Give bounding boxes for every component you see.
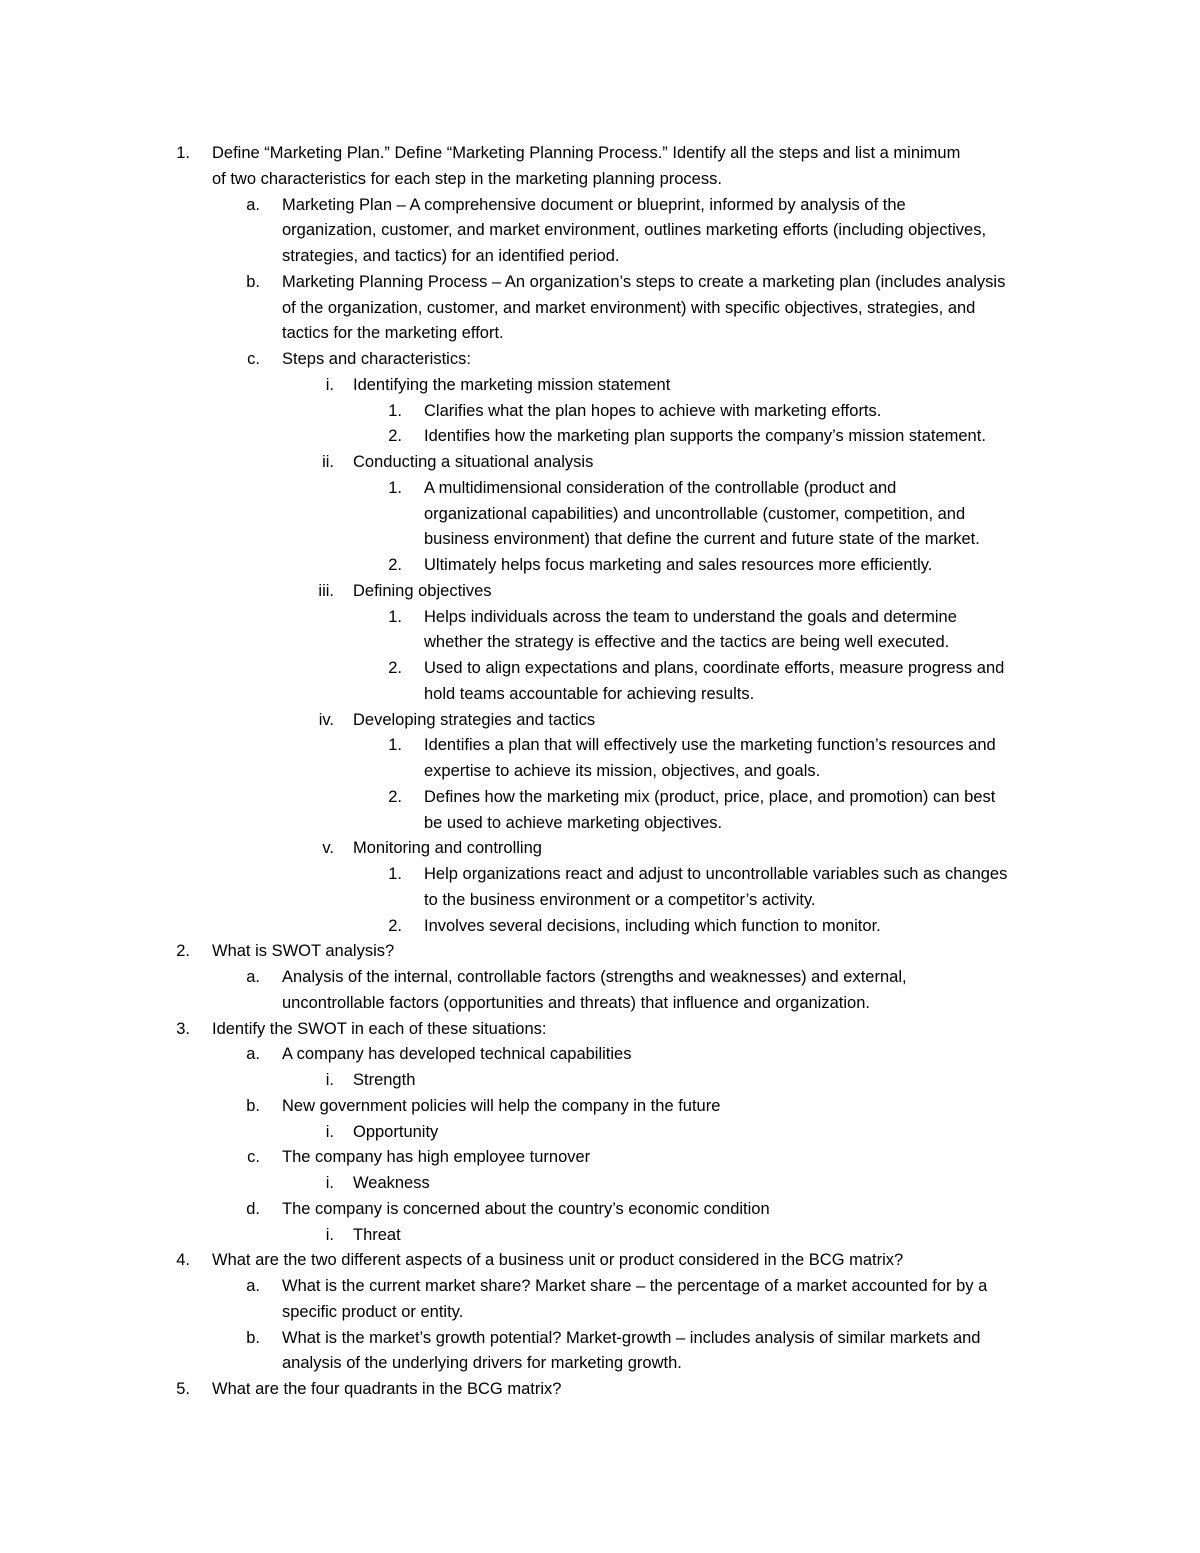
item-marker: v. bbox=[322, 839, 334, 858]
outline-item bbox=[0, 837, 1200, 859]
outline-item bbox=[0, 606, 1200, 628]
item-marker: a. bbox=[246, 195, 260, 214]
item-text: Involves several decisions, including which function to monitor. bbox=[424, 916, 881, 935]
item-marker: i. bbox=[325, 1225, 334, 1244]
outline-item bbox=[0, 1275, 1200, 1297]
item-text: Clarifies what the plan hopes to achieve with marketing efforts. bbox=[424, 401, 882, 420]
outline-item bbox=[0, 194, 1200, 216]
item-text: whether the strategy is effective and the tactics are being well executed. bbox=[424, 633, 950, 652]
item-text: analysis of the underlying drivers for marketing growth. bbox=[282, 1354, 682, 1373]
outline-item bbox=[0, 1069, 1200, 1091]
outline-item bbox=[0, 374, 1200, 396]
item-marker: i. bbox=[325, 375, 334, 394]
outline-item bbox=[0, 1121, 1200, 1143]
item-marker: 4. bbox=[176, 1251, 190, 1270]
outline-item bbox=[0, 1146, 1200, 1168]
item-text: expertise to achieve its mission, objectives, and goals. bbox=[424, 762, 821, 780]
item-text: Ultimately helps focus marketing and sales resources more efficiently. bbox=[424, 556, 933, 574]
item-text: Weakness bbox=[353, 1174, 430, 1192]
item-marker: 3. bbox=[176, 1019, 190, 1038]
item-text: What is the current market share? Market share – the percentage of a market accounted for by a bbox=[282, 1277, 988, 1295]
outline-item bbox=[0, 966, 1200, 988]
item-marker: a. bbox=[246, 1277, 260, 1295]
outline-item bbox=[0, 709, 1200, 731]
item-marker: 2. bbox=[388, 916, 402, 935]
outline-continuation-line bbox=[0, 168, 1200, 190]
item-text: What is SWOT analysis? bbox=[212, 942, 395, 961]
item-marker: a. bbox=[246, 968, 260, 986]
outline-item bbox=[0, 1172, 1200, 1194]
outline-item bbox=[0, 1378, 1200, 1400]
item-text: organizational capabilities) and uncontrollable (customer, competition, and bbox=[424, 504, 966, 523]
item-text: Conducting a situational analysis bbox=[353, 453, 594, 471]
outline-continuation-line bbox=[0, 1352, 1200, 1374]
item-marker: 2. bbox=[388, 659, 402, 677]
outline-item bbox=[0, 940, 1200, 962]
item-text: tactics for the marketing effort. bbox=[282, 324, 504, 343]
item-marker: b. bbox=[246, 1328, 260, 1347]
item-marker: 1. bbox=[388, 401, 402, 420]
item-text: What are the four quadrants in the BCG matrix? bbox=[212, 1380, 562, 1398]
outline-item bbox=[0, 1249, 1200, 1271]
item-text: organization, customer, and market environment, outlines marketing efforts (including objectives, bbox=[282, 221, 987, 240]
outline-continuation-line bbox=[0, 322, 1200, 344]
item-text: of two characteristics for each step in the marketing planning process. bbox=[212, 169, 722, 188]
item-text: Steps and characteristics: bbox=[282, 350, 471, 368]
outline-continuation-line bbox=[0, 297, 1200, 319]
item-marker: b. bbox=[246, 1096, 260, 1115]
outline-continuation-line bbox=[0, 219, 1200, 241]
outline-item bbox=[0, 425, 1200, 447]
item-text: specific product or entity. bbox=[282, 1302, 464, 1321]
outline-continuation-line bbox=[0, 889, 1200, 911]
outline-item bbox=[0, 1095, 1200, 1117]
item-text: Used to align expectations and plans, coordinate efforts, measure progress and bbox=[424, 659, 1005, 677]
outline-item bbox=[0, 142, 1200, 164]
item-text: of the organization, customer, and market environment) with specific objectives, strategies, and bbox=[282, 298, 976, 317]
outline-item bbox=[0, 580, 1200, 602]
item-marker: 1. bbox=[388, 865, 402, 883]
item-marker: 5. bbox=[176, 1380, 190, 1398]
item-text: A multidimensional consideration of the controllable (product and bbox=[424, 478, 897, 497]
outline-item bbox=[0, 1018, 1200, 1040]
item-marker: iii. bbox=[318, 581, 334, 600]
item-text: Helps individuals across the team to understand the goals and determine bbox=[424, 607, 957, 626]
item-text: Monitoring and controlling bbox=[353, 839, 542, 858]
outline-continuation-line bbox=[0, 503, 1200, 525]
item-marker: d. bbox=[246, 1199, 260, 1218]
outline-item bbox=[0, 271, 1200, 293]
item-marker: ii. bbox=[322, 453, 334, 471]
item-text: Defining objectives bbox=[353, 581, 492, 600]
item-text: A company has developed technical capabilities bbox=[282, 1045, 632, 1064]
item-marker: i. bbox=[325, 1122, 334, 1141]
item-marker: c. bbox=[247, 350, 260, 368]
item-text: hold teams accountable for achieving results. bbox=[424, 684, 755, 703]
outline-item bbox=[0, 1224, 1200, 1246]
item-text: Marketing Planning Process – An organization’s steps to create a marketing plan (includes analysis bbox=[282, 272, 1006, 291]
item-marker: i. bbox=[325, 1174, 334, 1192]
item-marker: 1. bbox=[388, 478, 402, 497]
item-marker: 2. bbox=[388, 787, 402, 806]
outline-item bbox=[0, 1198, 1200, 1220]
item-text: The company is concerned about the country’s economic condition bbox=[282, 1199, 770, 1218]
outline-item bbox=[0, 863, 1200, 885]
item-marker: b. bbox=[246, 272, 260, 291]
outline-item bbox=[0, 477, 1200, 499]
outline-continuation-line bbox=[0, 245, 1200, 267]
outline-item bbox=[0, 786, 1200, 808]
outline-item bbox=[0, 1043, 1200, 1065]
item-text: Threat bbox=[353, 1225, 401, 1244]
item-text: Analysis of the internal, controllable factors (strengths and weaknesses) and external, bbox=[282, 968, 907, 986]
item-text: Identifies a plan that will effectively use the marketing function’s resources and bbox=[424, 736, 996, 755]
outline-item bbox=[0, 554, 1200, 576]
item-marker: 2. bbox=[176, 942, 190, 961]
item-text: The company has high employee turnover bbox=[282, 1148, 591, 1167]
outline-item bbox=[0, 1327, 1200, 1349]
item-text: New government policies will help the company in the future bbox=[282, 1096, 721, 1115]
item-marker: i. bbox=[325, 1071, 334, 1089]
outline-item bbox=[0, 915, 1200, 937]
item-text: Define “Marketing Plan.” Define “Marketing Planning Process.” Identify all the steps and list a minimum bbox=[212, 144, 961, 162]
outline-continuation-line bbox=[0, 528, 1200, 550]
outline-item bbox=[0, 348, 1200, 370]
item-marker: 1. bbox=[176, 144, 190, 162]
item-text: Strength bbox=[353, 1071, 416, 1089]
item-text: Defines how the marketing mix (product, price, place, and promotion) can best bbox=[424, 787, 996, 806]
item-text: What are the two different aspects of a business unit or product considered in the BCG matrix? bbox=[212, 1251, 904, 1270]
outline-continuation-line bbox=[0, 812, 1200, 834]
item-marker: 1. bbox=[388, 607, 402, 626]
item-text: Identifying the marketing mission statement bbox=[353, 375, 671, 394]
item-text: Developing strategies and tactics bbox=[353, 710, 596, 729]
item-marker: a. bbox=[246, 1045, 260, 1064]
item-text: What is the market’s growth potential? Market-growth – includes analysis of similar markets and bbox=[282, 1328, 981, 1347]
item-text: Marketing Plan – A comprehensive document or blueprint, informed by analysis of the bbox=[282, 195, 906, 214]
outline-continuation-line bbox=[0, 1301, 1200, 1323]
item-text: business environment) that define the current and future state of the market. bbox=[424, 530, 980, 549]
item-text: be used to achieve marketing objectives. bbox=[424, 813, 723, 832]
outline-item bbox=[0, 734, 1200, 756]
item-marker: c. bbox=[247, 1148, 260, 1167]
item-text: Help organizations react and adjust to uncontrollable variables such as changes bbox=[424, 865, 1008, 883]
item-text: Identify the SWOT in each of these situations: bbox=[212, 1019, 547, 1038]
outline-item bbox=[0, 451, 1200, 473]
item-marker: iv. bbox=[318, 710, 334, 729]
item-text: strategies, and tactics) for an identified period. bbox=[282, 247, 620, 265]
outline-continuation-line bbox=[0, 992, 1200, 1014]
item-text: uncontrollable factors (opportunities and threats) that influence and organization. bbox=[282, 993, 870, 1012]
item-marker: 1. bbox=[388, 736, 402, 755]
item-text: to the business environment or a competitor’s activity. bbox=[424, 890, 816, 909]
outline-continuation-line bbox=[0, 683, 1200, 705]
item-marker: 2. bbox=[388, 556, 402, 574]
outline-continuation-line bbox=[0, 760, 1200, 782]
outline-item bbox=[0, 657, 1200, 679]
outline-continuation-line bbox=[0, 631, 1200, 653]
item-text: Opportunity bbox=[353, 1122, 439, 1141]
item-marker: 2. bbox=[388, 427, 402, 446]
outline-item bbox=[0, 400, 1200, 422]
item-text: Identifies how the marketing plan supports the company’s mission statement. bbox=[424, 427, 986, 446]
